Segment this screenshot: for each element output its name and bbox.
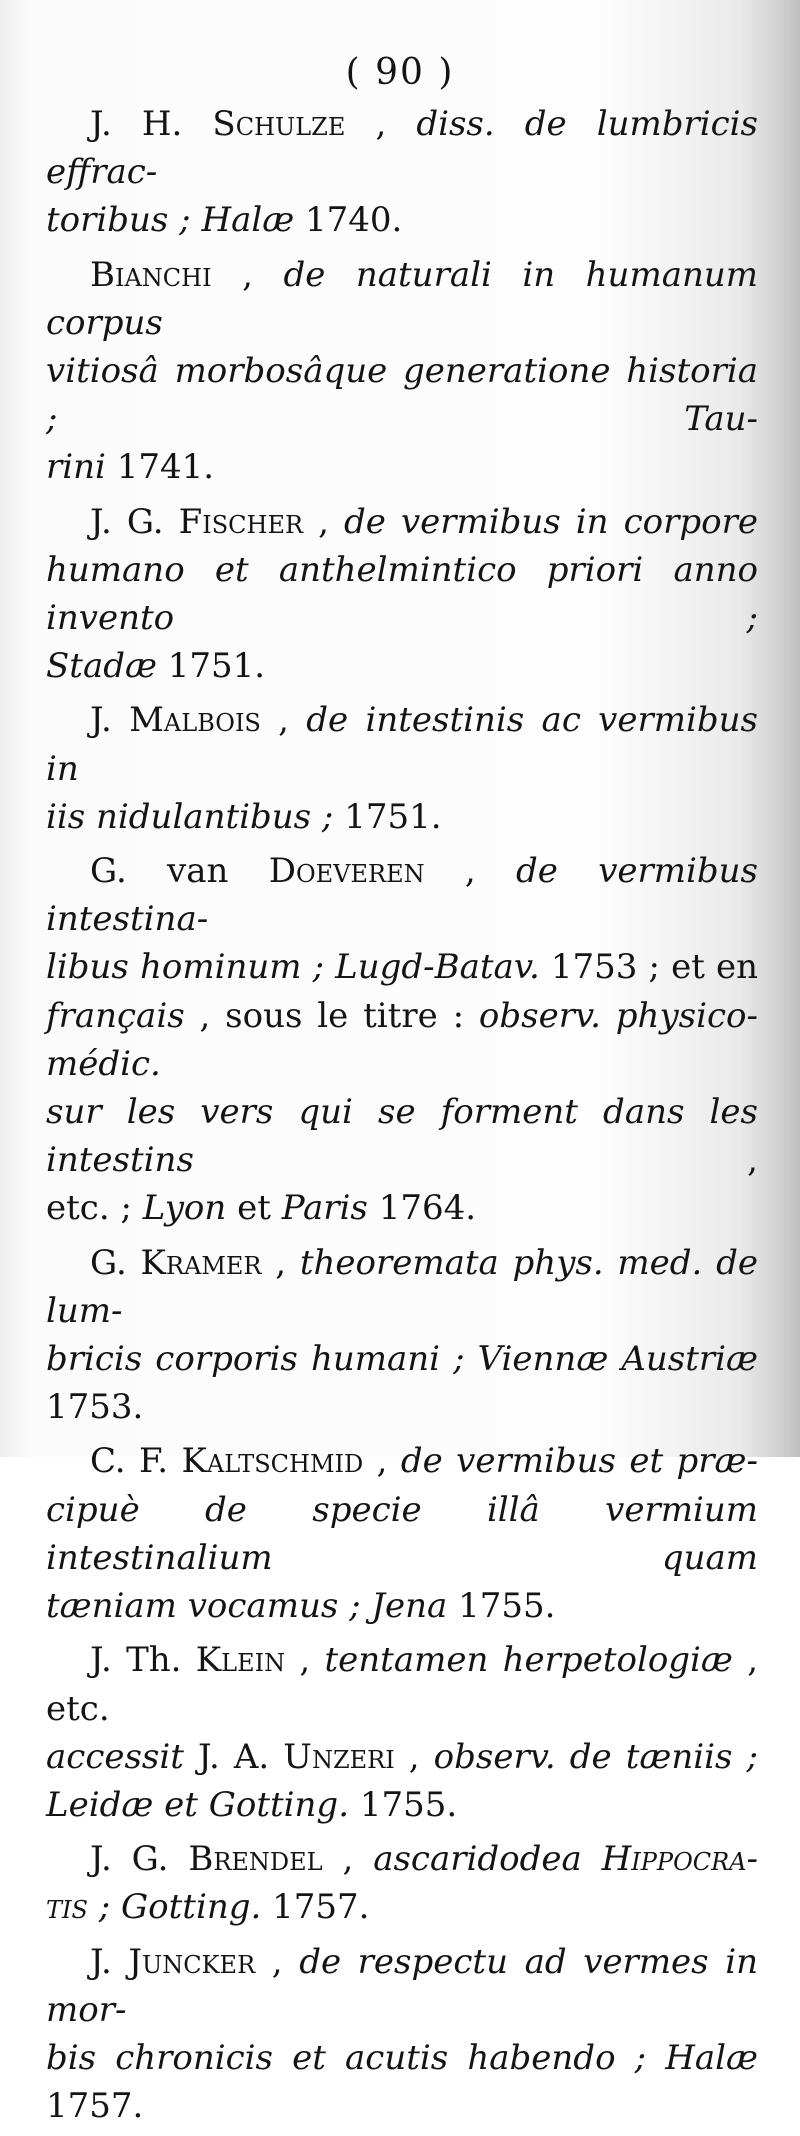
text-run: de vermibus in corpore [344,501,758,542]
text-line [46,1335,758,1431]
text-line [46,1582,758,1630]
text-line [46,1938,758,2034]
text-run: , [363,1441,401,1482]
text-run: J. H. [90,104,213,144]
bibliography-entry [46,1938,758,2131]
text-run: , [211,254,284,295]
text-run: G. van [90,851,269,892]
text-run: , [303,501,344,542]
text-run: ; Gotting. [87,1887,273,1928]
text-run: de vermibus et præ- [400,1441,758,1482]
text-run: 1757. [272,1887,370,1928]
author-name: Kramer [140,1242,262,1283]
text-line [46,251,758,347]
text-run: humano et anthelmintico priori anno invento ; [46,549,758,639]
text-run: , [255,1941,300,1982]
text-run: bis chronicis et acutis habendo ; Halæ [46,2037,758,2078]
text-run: 1753 ; et en [550,947,758,988]
text-run: , [193,1140,758,1181]
text-line [46,642,758,690]
bibliography-entry [46,498,758,691]
text-run: iis nidulantibus ; [46,796,345,837]
text-run: , [424,851,517,892]
text-run: 1764. [367,1188,477,1229]
text-run: 1751. [344,796,442,837]
text-line [46,1184,758,1232]
text-run: C. F. [90,1441,182,1482]
text-run: Lyon [142,1188,227,1229]
text-line [46,1781,758,1829]
author-name: Kaltschmid [181,1441,364,1482]
author-name: Doeveren [268,851,425,892]
text-run: 1751. [167,646,266,687]
text-run: Paris [281,1188,368,1229]
text-run: français [46,995,185,1036]
text-run: libus hominum ; Lugd-Batav. [46,947,551,988]
text-run: J. [90,700,130,741]
text-run: G. [90,1242,141,1283]
text-run: bricis corporis humani ; Viennæ Austriæ [46,1339,758,1380]
text-run: , [285,1640,325,1681]
text-run: , sous le titre : [184,995,479,1036]
text-run: de naturali in humanum corpus [46,254,758,343]
text-run: etc. ; [46,1188,143,1229]
text-run: , [345,104,417,144]
text-run: 1755. [458,1586,556,1627]
text-line [46,1239,758,1335]
text-line [46,696,758,792]
author-name: Malbois [129,700,261,741]
author-name: Unzeri [283,1736,395,1777]
bibliography-list [46,100,758,2136]
author-name: Brendel [188,1839,323,1880]
text-line [46,992,758,1088]
text-run: 1740. [305,200,403,241]
text-run: cipuè de specie illâ vermium intestinalium quam [46,1489,758,1578]
bibliography-entry [46,251,758,492]
text-line [46,1835,758,1883]
bibliography-entry [46,696,758,841]
text-run: et [226,1188,282,1229]
text-run: de intestinis ac vermibus in [46,700,758,789]
bibliography-entry [46,1437,758,1630]
text-line [46,2034,758,2130]
text-run: diss. de lumbricis effrac- [46,104,758,193]
bibliography-entry [46,847,758,1233]
text-line [46,100,758,196]
bibliography-entry [46,1636,758,1829]
text-line [46,847,758,943]
text-line [46,1733,758,1781]
author-name: Fischer [178,501,304,542]
author-name: tis [46,1887,88,1928]
author-name: Klein [195,1640,286,1681]
text-run: , [394,1736,434,1777]
text-run: de vermibus intestina- [46,851,758,940]
text-line [46,1088,758,1184]
text-run: , [260,700,307,741]
text-run: Stadæ [46,646,168,687]
text-run: 1757. [46,2086,144,2127]
author-name: Schulze [212,104,346,144]
text-run: , [322,1839,374,1880]
text-line [46,793,758,841]
text-run: de respectu ad vermes in mor- [46,1941,758,2030]
text-run: observ. de tæniis ; [433,1736,758,1777]
text-run: J. G. [90,501,179,542]
bibliography-entry [46,1835,758,1931]
text-run: J. [90,1941,129,1982]
text-run: J. Th. [90,1640,196,1681]
text-run: theoremata phys. med. de lum- [46,1242,758,1331]
text-line [46,1437,758,1485]
text-run: sur les vers qui se forment dans les intestins [46,1092,758,1181]
text-run: , [261,1242,300,1283]
author-name: Hippocra- [601,1839,758,1880]
author-name: Bianchi [90,254,212,295]
text-line [46,443,758,491]
text-run: ascaridodea [373,1839,602,1880]
text-run: tentamen herpetologiæ [324,1640,733,1681]
text-run: 1741. [116,447,215,488]
text-run: rini [46,447,117,488]
text-run: observ. physico-médic. [46,995,758,1084]
text-line [46,347,758,443]
text-run: toribus ; Halæ [46,200,306,241]
text-run: accessit [46,1736,184,1777]
text-line [46,1636,758,1732]
text-line [46,943,758,991]
text-run: vitiosâ morbosâque generatione historia ; Tau- [46,351,758,440]
text-line [46,1486,758,1582]
page-number: ( 90 ) [345,52,455,93]
text-line [46,1883,758,1931]
text-run: 1755. [359,1784,458,1825]
author-name: Juncker [128,1941,256,1982]
text-line [46,498,758,546]
text-run: 1753. [46,1387,144,1428]
text-line [46,546,758,642]
text-run: Leidæ et Gotting. [46,1784,360,1825]
text-run: , etc. [46,1640,759,1729]
text-run: J. A. [183,1736,284,1777]
bibliography-entry [46,1239,758,1432]
bibliography-entry [46,100,758,245]
text-run: tæniam vocamus ; Jena [46,1586,459,1627]
text-line [46,196,758,244]
text-run: J. G. [90,1839,189,1880]
